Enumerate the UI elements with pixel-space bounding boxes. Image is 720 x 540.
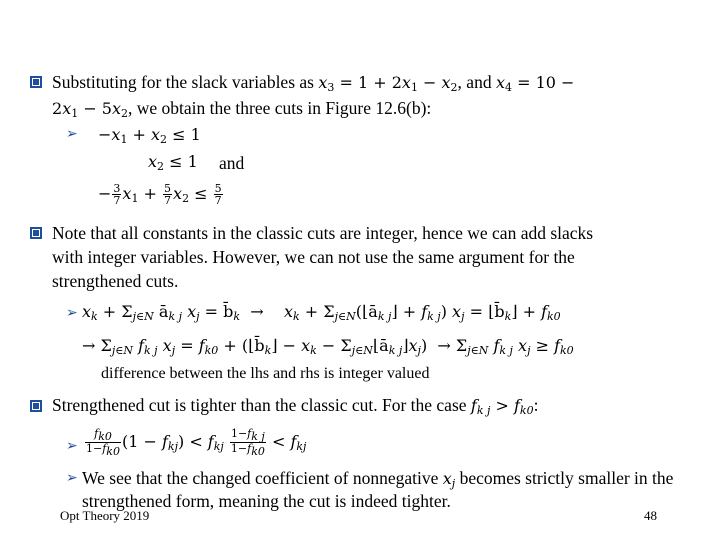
tighter-inequality: $\frac{f_{k0}}{1-f_{k0}}$ $(1 - f_{kj}) < f_{kj}$ $\frac{1-f_{k j}}{1-f_{k0}}$ < $f_{kj}$ — [86, 427, 307, 458]
conclusion-line1: We see that the changed coefficient of nonnegative $x_j$ becomes strictly smaller in the — [82, 468, 674, 490]
footer-label: Opt Theory 2019 — [60, 508, 150, 523]
derivation-row1: $x_k + \Sigma_{j\in N}$ $ā_{k j}$ $x_j$ = $b̄_k$ → $x_k$ + $\Sigma_{j\in N}(⌊ā_{k j}⌋ + f_{k j}) x_j$ = $⌊b̄_k⌋ + f_{k0}$ — [82, 302, 561, 323]
bullet1-line2: $2x_1 - 5x_2$, we obtain the three cuts in Figure 12.6(b): — [52, 98, 432, 120]
bullet-square-icon — [30, 76, 42, 88]
bullet1-line1: Substituting for the slack variables as $x_3 = 1 + 2x_1 - x_2$, and $x_4 = 10$ − — [52, 72, 575, 94]
arrow-bullet-icon: ➢ — [66, 471, 78, 486]
derivation-row2: → $\Sigma_{j\in N}$ $f_{k j}$ $x_j = f_{k0}$ + ($⌊b̄_k⌋ - x_k$ − $\Sigma_{j\in N}⌊ā_{k j}⌋x_j) \to \Sigma_{j\in N}$ $f_{k j}$ $x_j \ge f_{k0}$ — [82, 336, 574, 357]
and-word: and — [219, 153, 245, 173]
bullet-square-icon — [30, 227, 42, 239]
bullet2-line1: Note that all constants in the classic cuts are integer, hence we can add slacks — [52, 223, 594, 243]
arrow-bullet-icon: ➢ — [66, 127, 78, 142]
bullet2-line2: with integer variables. However, we can not use the same argument for the — [52, 247, 575, 267]
arrow-bullet-icon: ➢ — [66, 439, 78, 454]
page-number: 48 — [644, 508, 657, 523]
arrow-bullet-icon: ➢ — [66, 306, 78, 321]
cut1-formula: $-x_1 + x_2 \le 1$ — [98, 125, 201, 146]
bullet2-line3: strengthened cuts. — [52, 271, 179, 291]
conclusion-line2: strengthened form, meaning the cut is indeed tighter. — [82, 491, 451, 511]
derivation-note: difference between the lhs and rhs is integer valued — [101, 365, 430, 382]
cut2-formula: $x_2 \le 1$ — [148, 152, 198, 173]
bullet-square-icon — [30, 400, 42, 412]
bullet3-line1: Strengthened cut is tighter than the classic cut. For the case $f_{k j} > f_{k0}$: — [52, 395, 539, 417]
cut3-formula: − $\frac{3}{7}$ $x_1$ + $\frac{5}{7}$ $x_2$ ≤ $\frac{5}{7}$ — [98, 182, 222, 207]
